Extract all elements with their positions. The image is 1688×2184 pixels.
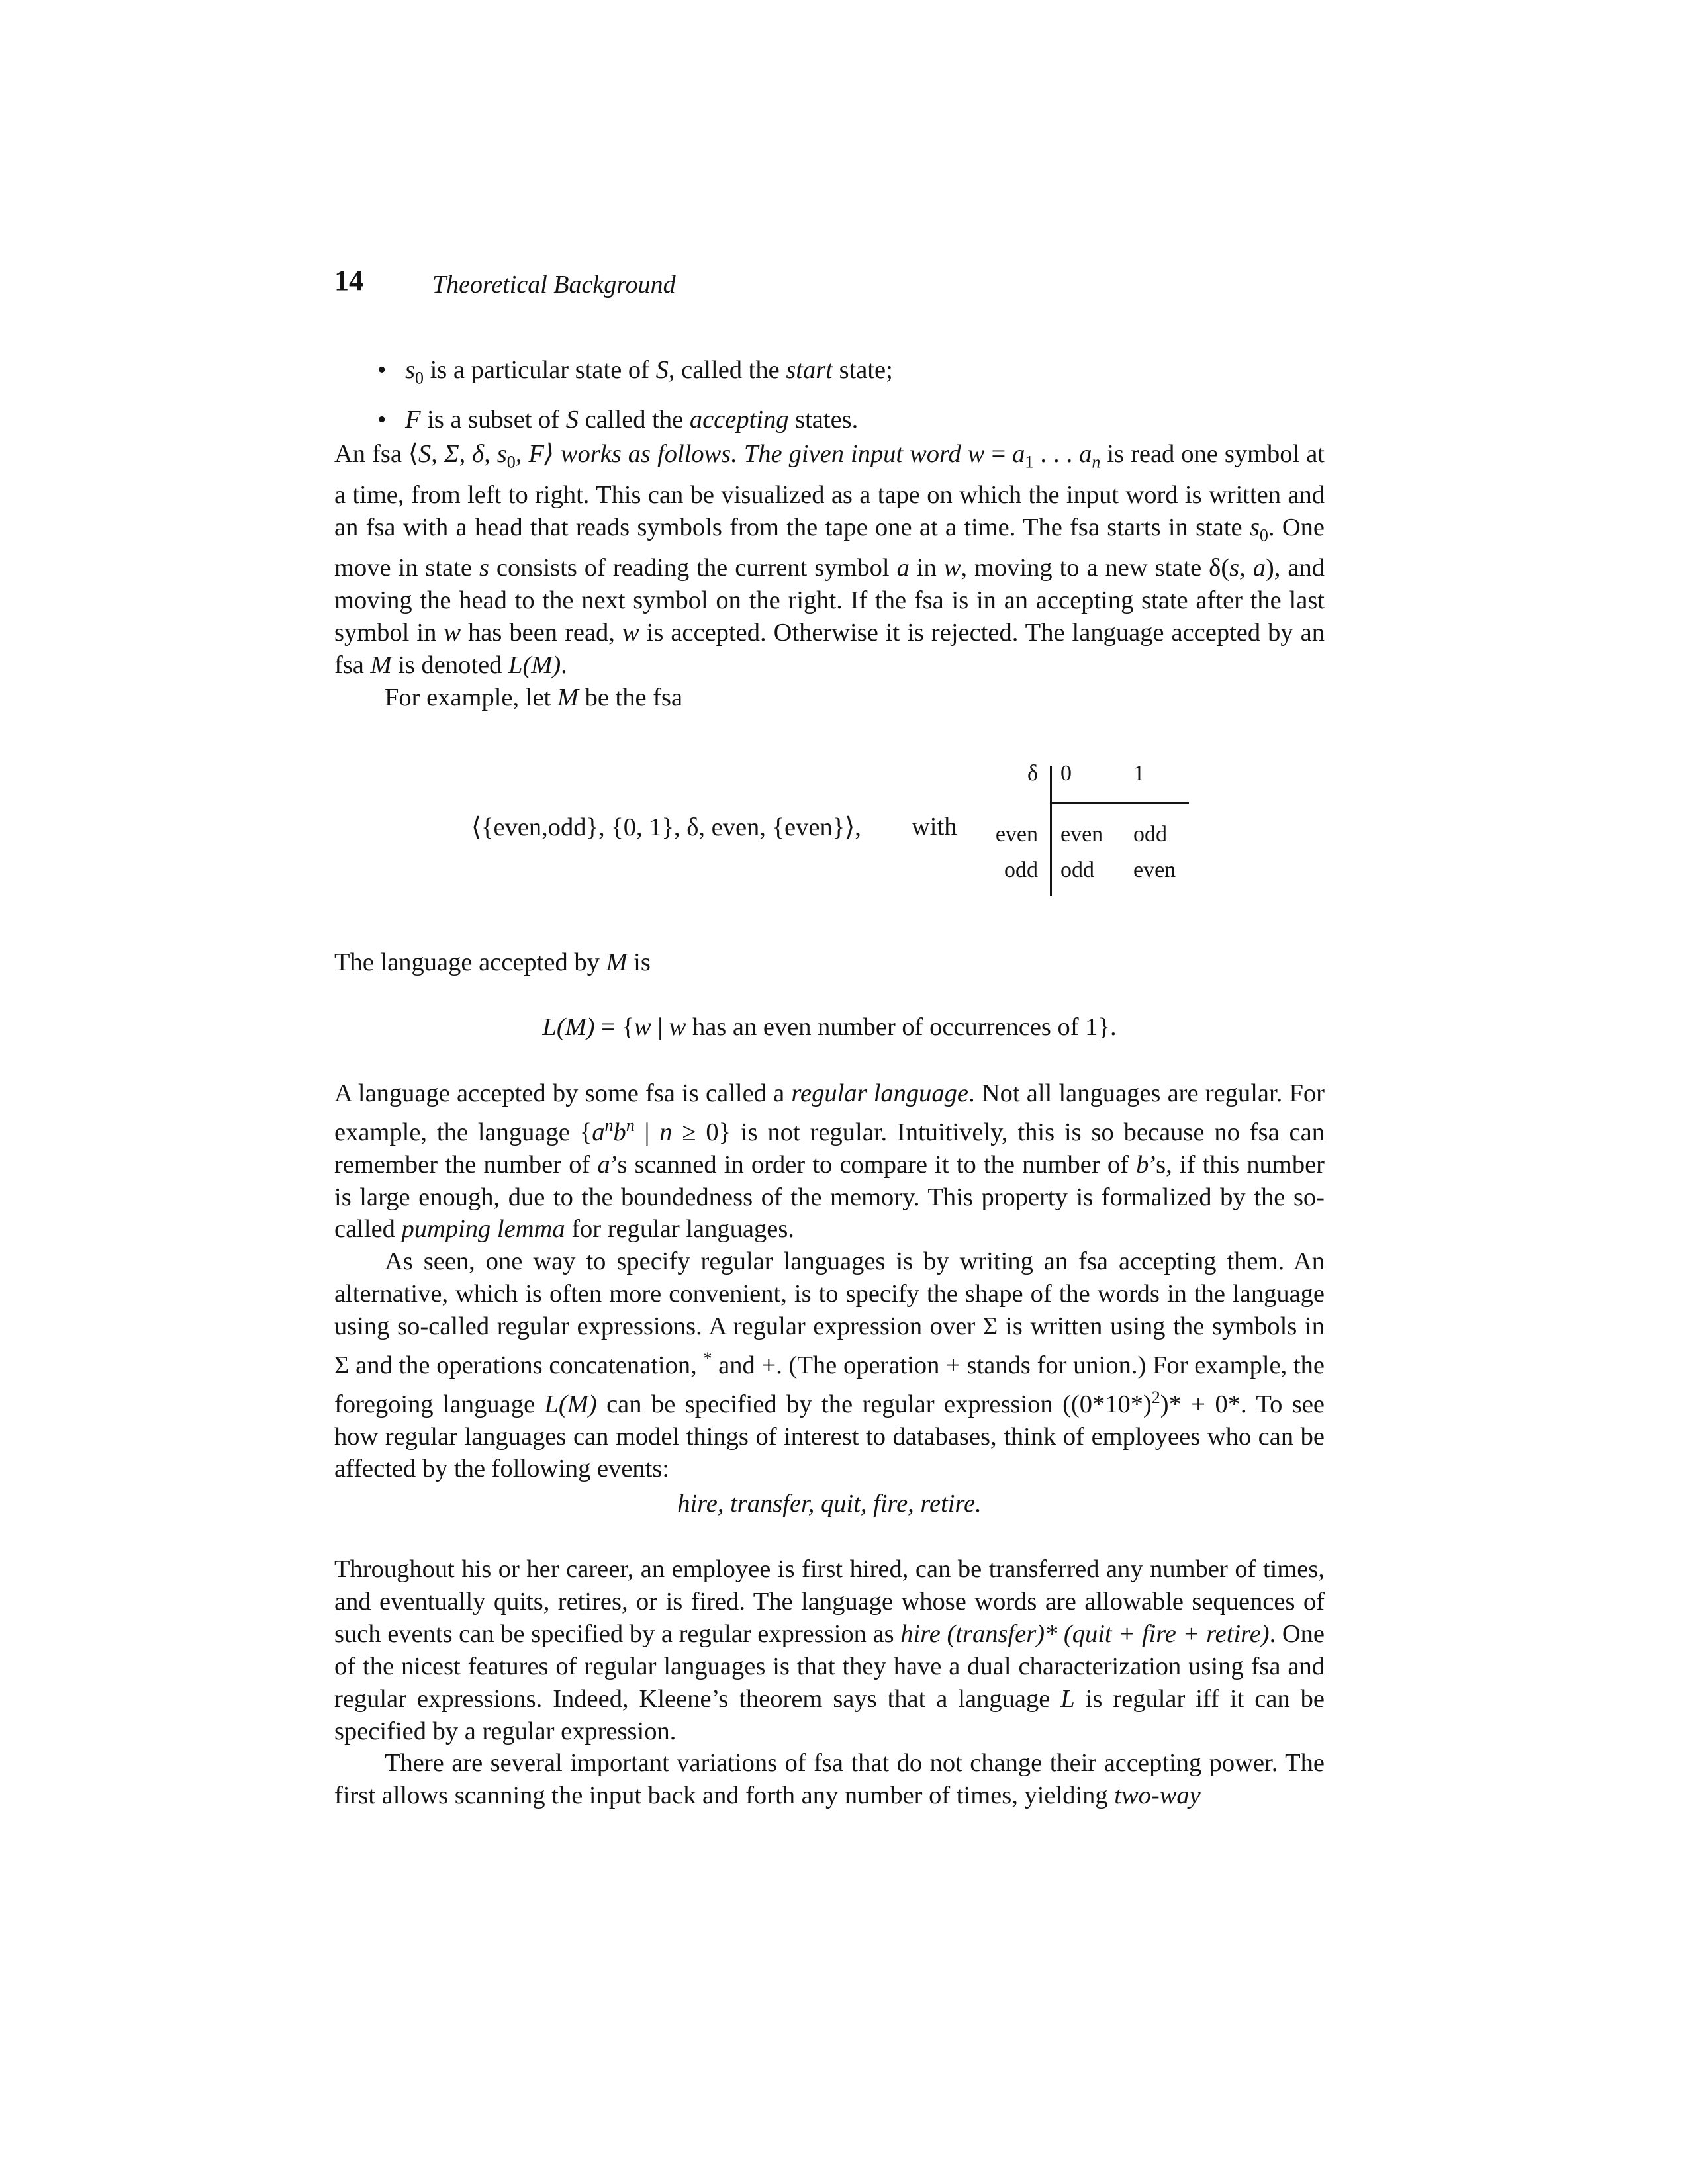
paragraph-regular-languages: A language accepted by some fsa is called a regular language. Not all languages are regular. For example, the language {$a^nb^n$ | n ≥ 0} is not regular. Intuitively, this is so because no fsa can remember the number of a’s scanned in order to compare it to the number of b’s, if this number is large enough, due to the boundedness of the memory. This property is formalized by the so-called pumping lemma for regular languages. As seen, one way to specify regular languages is by writing an fsa accepting them. An alternative, which is often more convenient, is to specify the shape of the words in the language using so-called regular expressions. A regular expression over Σ is written using the symbols in Σ and the operations concatenation, * and +. (The operation + stands for union.) For example, the foregoing language L(M) can be specified by the regular expression $((0*10*)^2)* + 0*$. To see how regular languages can model things of interest to databases, think of employees who can be affected by the following events:	[334, 1077, 1325, 1485]
paragraph-fsa-variations: There are several important variations of fsa that do not change their accepting power. The first allows scanning the input back and forth any number of times, yielding two-way	[334, 1749, 1325, 1810]
table-cell: even	[1060, 822, 1103, 846]
equation-language: L(M) = {w | w has an even number of occurrences of 1}.	[542, 1013, 1117, 1041]
paragraph-language-accepted: The language accepted by M is	[334, 948, 651, 976]
paragraph-example-intro: For example, let M be the fsa	[385, 683, 683, 711]
page-header	[334, 263, 676, 298]
paragraph-fsa-operation: An fsa ⟨S, Σ, δ, $s_0$, F⟩ works as follows. The given input word $w = a_1$ . . . $a_n$ is read one symbol at a time, from left to right. This can be visualized as a tape on which the input word is written and an fsa with a head that reads symbols from the tape one at a time. The fsa starts in state $s_0$. One move in state s consists of reading the current symbol a in w, moving to a new state δ(s, a), and moving the head to the next symbol on the right. If the fsa is in an accepting state after the last symbol in w has been read, w is accepted. Otherwise it is rejected. The language accepted by an fsa M is denoted L(M). For example, let M be the fsa	[334, 438, 1325, 714]
table-column-header: 1	[1133, 761, 1145, 786]
fsa-definition: ⟨{even,odd}, {0, 1}, δ, even, {even}⟩,	[471, 813, 861, 841]
page-number: 14	[334, 264, 363, 296]
bullet-list	[377, 349, 1317, 440]
paragraph-regular-expressions: As seen, one way to specify regular languages is by writing an fsa accepting them. An alternative, which is often more convenient, is to specify the shape of the words in the language using so-called regular expressions. A regular expression over Σ is written using the symbols in Σ and the operations concatenation, * and +. (The operation + stands for union.) For example, the foregoing language L(M) can be specified by the regular expression $((0*10*)^2)* + 0*$. To see how regular languages can model things of interest to databases, think of employees who can be affected by the following events:	[334, 1248, 1325, 1483]
running-head: Theoretical Background	[432, 271, 676, 298]
table-column-header: 0	[1060, 761, 1072, 786]
transition-table	[980, 761, 1192, 907]
events-list: hire, transfer, quit, fire, retire.	[677, 1490, 982, 1518]
table-horizontal-rule	[1050, 802, 1189, 804]
table-cell: odd	[1133, 822, 1167, 846]
table-cell: odd	[1060, 858, 1094, 882]
list-item: • F is a subset of S called the accepting states.	[377, 399, 1317, 440]
list-item: • $s_0$ is a particular state of S, called the start state;	[377, 349, 1317, 399]
fsa-with-label: with	[912, 813, 957, 841]
paragraph-employee-career: Throughout his or her career, an employee is first hired, can be transferred any number of times, and eventually quits, retires, or is fired. The language whose words are allowable sequences of such events can be specified by a regular expression as hire (transfer)* (quit + fire + retire). One of the nicest features of regular languages is that they have a dual characterization using fsa and regular expressions. Indeed, Kleene’s theorem says that a language L is regular iff it can be specified by a regular expression. There are several important variations of fsa that do not change their accepting power. The first allows scanning the input back and forth any number of times, yielding two-way	[334, 1553, 1325, 1812]
table-row-state: odd	[1004, 858, 1038, 882]
bullet-icon: •	[377, 405, 387, 433]
table-vertical-rule	[1050, 766, 1052, 896]
table-row-state: even	[995, 822, 1038, 846]
table-cell: even	[1133, 858, 1176, 882]
table-delta-header: δ	[1027, 761, 1038, 786]
bullet-icon: •	[377, 356, 387, 384]
